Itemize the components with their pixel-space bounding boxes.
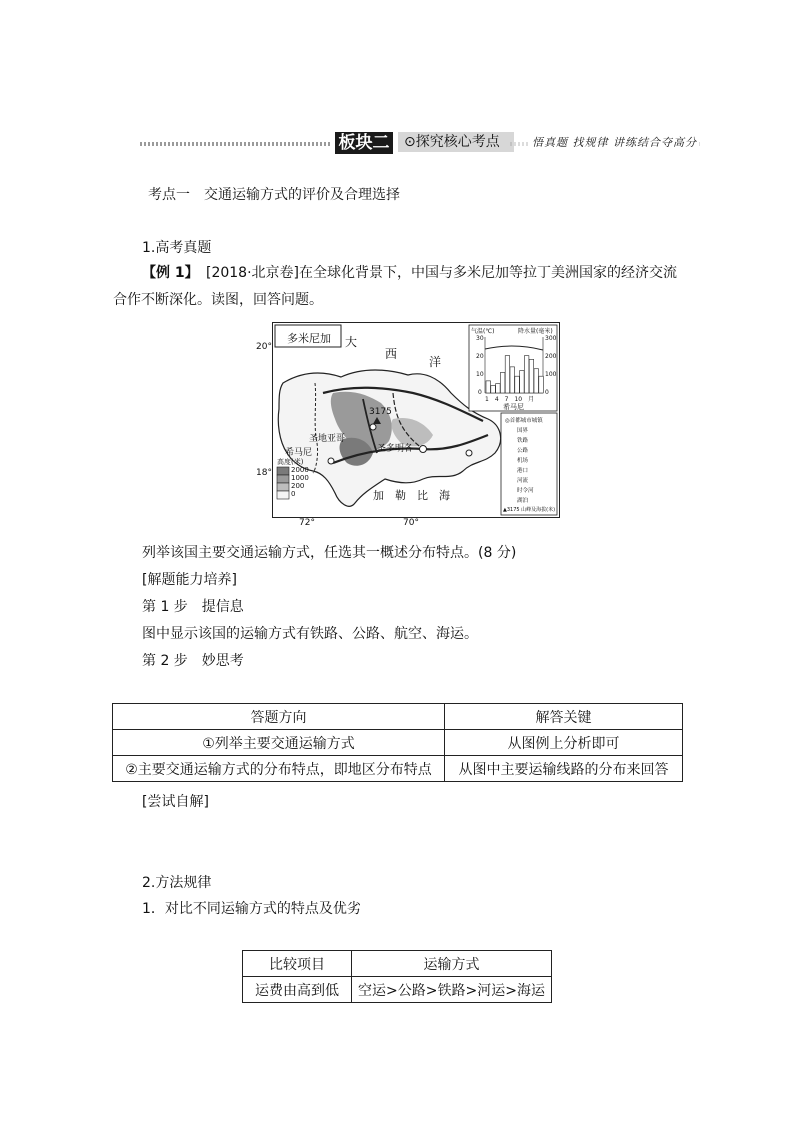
map-title: 多米尼加 [287, 332, 331, 345]
part2-heading: 2.方法规律 [142, 875, 212, 891]
elev-label: 0 [291, 490, 296, 498]
elevation-legend-title: 高度(米) [277, 458, 304, 466]
elev-swatch-1000 [277, 475, 289, 483]
route-legend-frame [501, 413, 557, 515]
route-legend-item: ◎首都城市城镇 [505, 418, 543, 424]
precip-bar [529, 359, 534, 393]
table-cell: 空运>公路>铁路>河运>海运 [352, 977, 552, 1003]
lon-label-72: 72° [299, 518, 315, 528]
map-frame [272, 322, 560, 518]
precip-bar [486, 381, 491, 393]
precip-bar [491, 386, 496, 393]
climate-left-tick: 10 [476, 371, 484, 378]
climate-temp-label: 气温(℃) [471, 328, 495, 335]
elev-swatch-0 [277, 491, 289, 499]
route-legend-item: 机场 [517, 458, 529, 464]
climate-left-tick: 30 [476, 335, 484, 342]
table-cell: ①列举主要交通运输方式 [113, 730, 445, 756]
port-marker [466, 450, 472, 456]
precip-bar [520, 371, 525, 393]
climate-months-axis: 1 4 7 10 月 [485, 396, 535, 403]
route-legend-item: 公路 [517, 448, 529, 454]
part1-heading: 1.高考真题 [142, 240, 212, 256]
town-marker [370, 424, 376, 430]
sea-label-3: 洋 [429, 355, 442, 369]
precip-bar [515, 376, 520, 393]
table-header-row [113, 704, 683, 730]
precip-bar [524, 356, 529, 393]
section-banner [140, 130, 700, 156]
question-text: 列举该国主要交通运输方式，任选其一概述分布特点。(8 分) [142, 545, 517, 561]
banner-tag: 板块二 [335, 132, 393, 154]
route-legend-item: 铁路 [517, 438, 529, 444]
banner-subtitle: ⊙探究核心考点 [398, 132, 514, 152]
section-title: 考点一 交通运输方式的评价及合理选择 [148, 187, 400, 203]
route-legend-item: 时令河 [517, 488, 534, 494]
precip-bar [510, 367, 515, 393]
sea-label-1: 大 [345, 335, 358, 349]
table-row [113, 756, 683, 782]
capital-marker [420, 446, 427, 453]
elev-swatch-200 [277, 483, 289, 491]
step1-title: 第 1 步 提信息 [142, 599, 244, 615]
climate-precip-label: 降水量(毫米) [518, 328, 553, 335]
example-tag: 【例 1】 [142, 265, 199, 281]
table-cell: ②主要交通运输方式的分布特点，即地区分布特点 [113, 756, 445, 782]
elev-label: 200 [291, 482, 305, 490]
step2-title: 第 2 步 妙思考 [142, 653, 244, 669]
peak-label: 3175 [369, 407, 392, 417]
climate-city-label: 希马尼 [503, 403, 524, 411]
route-legend-item: 河流 [517, 478, 529, 484]
lat-label-20: 20° [256, 342, 272, 352]
city-label-2: 圣多明各 [377, 444, 414, 454]
town-marker [328, 458, 334, 464]
elev-label: 1000 [291, 474, 309, 482]
precip-bar [534, 369, 539, 393]
lon-label-70: 70° [403, 518, 419, 528]
banner-dotted-rule-left [140, 142, 330, 146]
precip-bar [500, 372, 505, 393]
table-header-cell: 解答关键 [445, 704, 683, 730]
try-tag: [尝试自解] [142, 794, 209, 810]
table-cell: 从图中主要运输线路的分布来回答 [445, 756, 683, 782]
answer-direction-table [112, 703, 683, 782]
climate-right-tick: 100 [545, 371, 557, 378]
route-legend-item: ▲3175 山峰及海拔(米) [503, 507, 556, 513]
table-header-cell: 比较项目 [243, 951, 352, 977]
precip-bar [496, 384, 501, 393]
route-legend-item: 港口 [517, 468, 529, 474]
banner-slogan: 悟真题 找规律 讲练结合夺高分 [532, 136, 697, 149]
table-header-cell: 运输方式 [352, 951, 552, 977]
table-cell: 从图例上分析即可 [445, 730, 683, 756]
route-legend-item: 国界 [517, 428, 529, 434]
climate-right-tick: 300 [545, 335, 557, 342]
table-row [113, 730, 683, 756]
table-header-cell: 答题方向 [113, 704, 445, 730]
caribbean-label: 加 勒 比 海 [373, 489, 450, 502]
example-text-line2: 合作不断深化。读图，回答问题。 [113, 292, 323, 308]
training-tag: [解题能力培养] [142, 572, 237, 588]
table-header-row [243, 951, 552, 977]
climate-right-tick: 200 [545, 353, 557, 360]
climate-right-tick: 0 [545, 389, 549, 396]
table-cell: 运费由高到低 [243, 977, 352, 1003]
step1-text: 图中显示该国的运输方式有铁路、公路、航空、海运。 [142, 626, 478, 642]
climate-left-tick: 0 [478, 389, 482, 396]
precip-bar [505, 356, 510, 393]
lat-label-18: 18° [256, 468, 272, 478]
city-label-3: 希马尼 [285, 448, 313, 458]
climate-left-tick: 20 [476, 353, 484, 360]
elev-swatch-2000 [277, 467, 289, 475]
route-legend-item: 湖泊 [517, 498, 529, 504]
precip-bar [539, 376, 544, 393]
part2-subheading: 1．对比不同运输方式的特点及优劣 [142, 901, 361, 917]
city-label-1: 圣地亚哥 [309, 434, 346, 444]
transport-comparison-table [242, 950, 552, 1003]
sea-label-2: 西 [385, 347, 398, 361]
table-row [243, 977, 552, 1003]
elev-label: 2000 [291, 466, 309, 474]
example-text-line1: [2018·北京卷]在全球化背景下，中国与多米尼加等拉丁美洲国家的经济交流 [206, 265, 678, 281]
